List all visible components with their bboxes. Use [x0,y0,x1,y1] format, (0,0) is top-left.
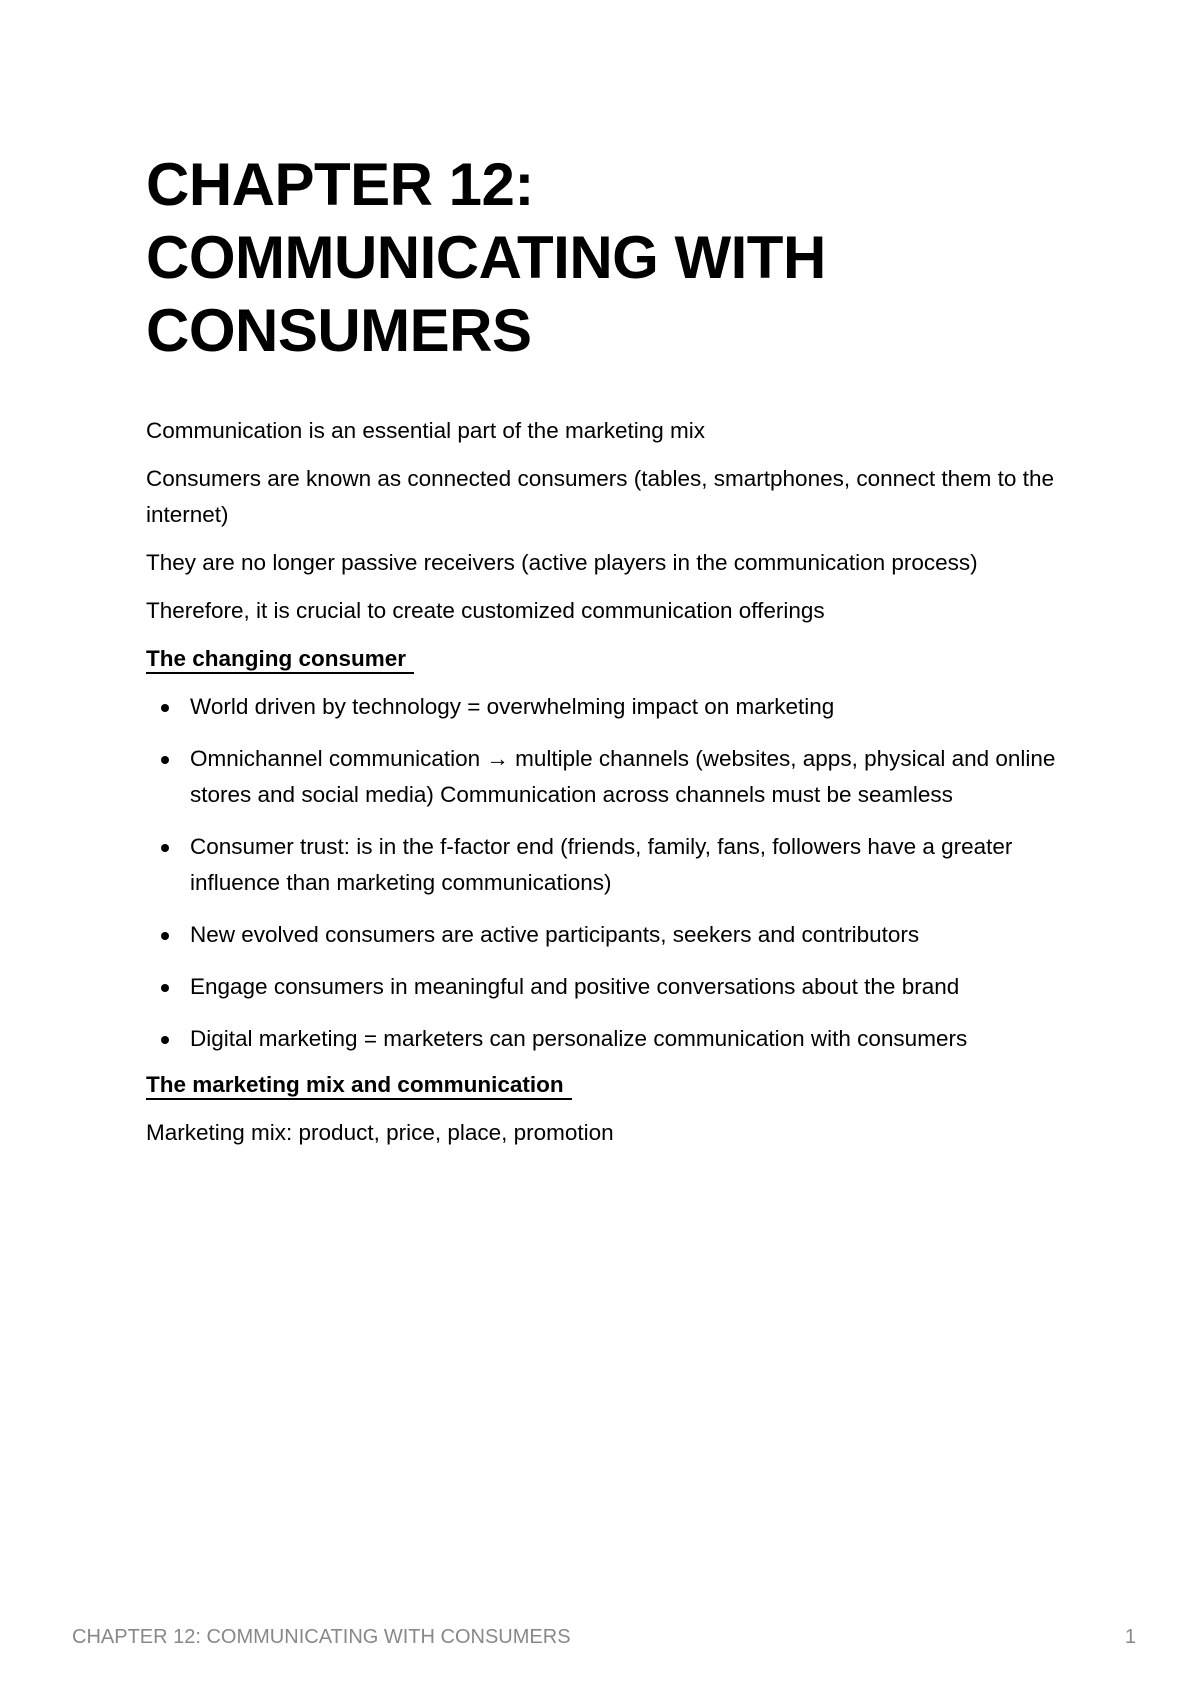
chapter-title-line-1: CHAPTER 12: [146,151,534,218]
changing-consumer-list [146,689,1066,1057]
section-heading-text: The changing consumer [146,646,414,674]
list-item-text: Consumer trust: is in the f-factor end (friends, family, fans, followers have a greater influence than marketing communications) [190,834,1013,895]
chapter-title-line-3: CONSUMERS [146,297,532,364]
section-heading-marketing-mix [146,1067,1066,1103]
list-item [146,829,1066,901]
intro-paragraph: Therefore, it is crucial to create customized communication offerings [146,598,825,623]
list-item-text: Omnichannel communication → multiple channels (websites, apps, physical and online stores and social media) Communication across channels must be seamless [190,746,1056,807]
bullet-dot-icon [161,984,169,992]
bullet-dot-icon [161,756,169,764]
section-heading-changing-consumer [146,641,1066,677]
list-item [146,969,1066,1005]
bullet-dot-icon [161,1036,169,1044]
bullet-dot-icon [161,844,169,852]
page-number: 1 [1124,1626,1136,1648]
bullet-dot-icon [161,932,169,940]
list-item [146,917,1066,953]
intro-paragraph: Consumers are known as connected consumers (tables, smartphones, connect them to the internet) [146,466,1054,527]
list-item-text: World driven by technology = overwhelming impact on marketing [190,694,835,719]
chapter-title [146,148,1066,367]
intro-paragraph: Communication is an essential part of the marketing mix [146,418,705,443]
list-item-text: Engage consumers in meaningful and positive conversations about the brand [190,974,960,999]
section-heading-text: The marketing mix and communication [146,1072,572,1100]
list-item-text: Digital marketing = marketers can personalize communication with consumers [190,1026,968,1051]
bullet-dot-icon [161,704,169,712]
marketing-mix-paragraph: Marketing mix: product, price, place, promotion [146,1120,614,1145]
page-content [146,148,1066,1151]
list-item [146,741,1066,813]
list-item [146,689,1066,725]
list-item-text: New evolved consumers are active participants, seekers and contributors [190,922,920,947]
chapter-title-line-2: COMMUNICATING WITH [146,224,826,291]
footer-title: CHAPTER 12: COMMUNICATING WITH CONSUMERS [72,1626,571,1648]
list-item [146,1021,1066,1057]
intro-section [146,413,1066,629]
intro-paragraph: They are no longer passive receivers (active players in the communication process) [146,550,978,575]
